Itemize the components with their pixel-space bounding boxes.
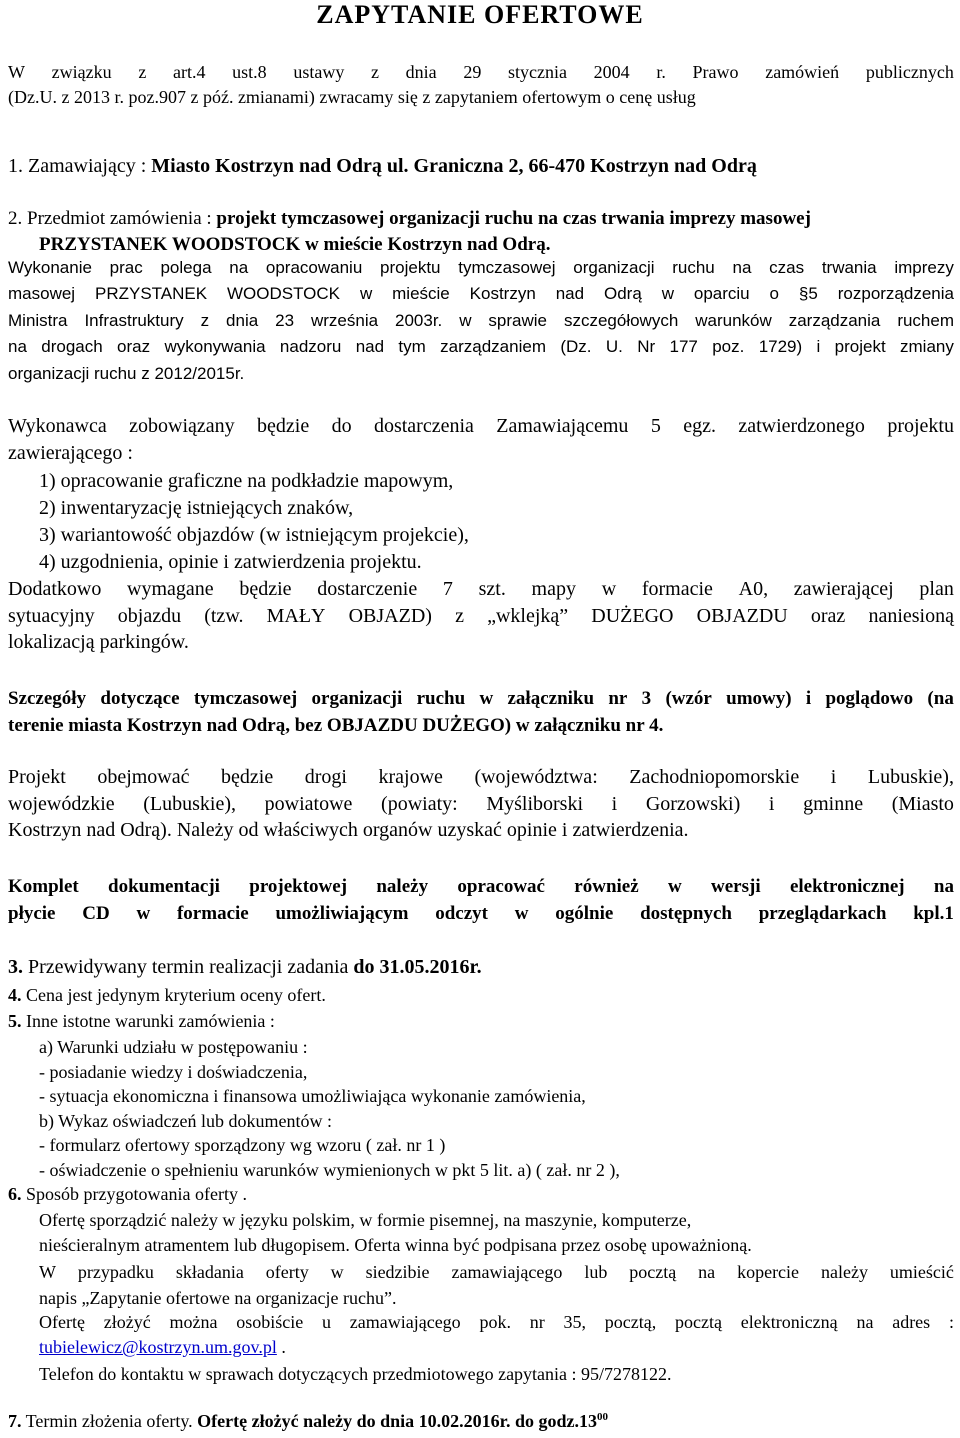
- description-line: [8, 284, 954, 304]
- description-word: Ministra: [8, 310, 68, 330]
- item-6-p3-line-1-word: pocztą: [674, 1312, 722, 1332]
- intro-word: r.: [656, 62, 666, 82]
- contractor-extra-word: plan: [919, 578, 954, 600]
- description-word: września: [310, 310, 379, 330]
- description-word: w: [459, 310, 472, 330]
- item-3-text: Przewidywany termin realizacji zadania: [23, 956, 354, 978]
- roads-word: powiatowe: [264, 792, 353, 815]
- complete-bold-word: w: [667, 876, 682, 897]
- item-6-p3-line-1-word: można: [169, 1312, 218, 1332]
- contractor-line-2: zawierającego :: [8, 442, 133, 464]
- description-word: 1729): [758, 337, 803, 357]
- email-link[interactable]: tubielewicz@kostrzyn.um.gov.pl: [39, 1337, 277, 1357]
- item-4-criteria: [8, 985, 326, 1006]
- contractor-extra-word: z: [455, 604, 464, 627]
- complete-bold-word: formacie: [176, 903, 249, 924]
- description-word: prac: [109, 258, 143, 277]
- details-bold-word: załączniku: [507, 688, 595, 709]
- description-word: polega: [160, 258, 212, 277]
- roads-word: Lubuskie),: [867, 766, 954, 788]
- roads-line: [8, 766, 954, 789]
- intro-word: stycznia: [508, 62, 567, 82]
- contractor-extra-word: A0,: [738, 578, 769, 600]
- item-6-p2-line-1-word: lub: [584, 1262, 608, 1282]
- description-word: mieście: [392, 284, 450, 304]
- item-5-line: - sytuacja ekonomiczna i finansowa umożliwiająca wykonanie zamówienia,: [39, 1086, 586, 1107]
- description-word: (Dz.: [560, 337, 592, 357]
- item-6-p3-line-1-word: u: [321, 1312, 331, 1332]
- complete-bold-word: kpl.1: [913, 903, 954, 924]
- description-word: szczegółowych: [563, 310, 679, 330]
- contractor-extra-word: szt.: [478, 578, 506, 600]
- item-6-text: Sposób przygotowania oferty .: [21, 1184, 247, 1204]
- description-word: na: [732, 258, 752, 277]
- contractor-list-item: 2) inwentaryzację istniejących znaków,: [39, 497, 354, 519]
- item-6-p2-line-1-word: składania: [175, 1262, 244, 1282]
- item-5-num: 5.: [8, 1011, 22, 1031]
- item-6-p3-line-1-word: Ofertę: [39, 1312, 85, 1332]
- description-word: na: [8, 337, 27, 357]
- item-6-p2-line-1-word: przypadku: [77, 1262, 154, 1282]
- item-2-value-line-2: PRZYSTANEK WOODSTOCK w mieście Kostrzyn nad Odrą.: [39, 234, 551, 255]
- details-bold-word: Szczegóły: [8, 688, 87, 709]
- item-6-p2-line-1-word: oferty: [265, 1262, 309, 1282]
- item-6-phone: Telefon do kontaktu w sprawach dotyczących przedmiotowego zapytania : 95/7278122.: [39, 1364, 672, 1384]
- description-word: czas: [769, 258, 805, 277]
- email-after: .: [276, 1337, 286, 1357]
- roads-word: (Miasto: [891, 792, 954, 815]
- roads-word: Gorzowski): [645, 792, 741, 815]
- roads-word: drogi: [304, 766, 347, 788]
- item-6-p1-line-1: Ofertę sporządzić należy w języku polskim, w formie pisemnej, na maszynie, komputerze,: [39, 1210, 692, 1230]
- intro-word: dnia: [405, 62, 437, 82]
- complete-bold-word: umożliwiającym: [275, 903, 409, 924]
- item-6-p3-line-1: [39, 1312, 954, 1333]
- contractor-line-1-word: egz.: [683, 415, 716, 437]
- details-bold-word: (na: [927, 688, 954, 709]
- description-word: na: [229, 258, 249, 277]
- item-6-p3-line-1-word: :: [948, 1312, 954, 1332]
- description-word: w: [661, 284, 674, 304]
- description-word: ruchem: [897, 310, 954, 330]
- item-6-p2-line-1-word: należy: [820, 1262, 868, 1282]
- description-word: z: [200, 310, 210, 330]
- description-word: 23: [275, 310, 295, 330]
- contractor-line-1-word: Wykonawca: [8, 415, 107, 437]
- complete-bold-word: ogólnie: [555, 903, 614, 924]
- roads-word: gminne: [803, 792, 864, 815]
- item-1-value: Miasto Kostrzyn nad Odrą ul. Graniczna 2, 66-470 Kostrzyn nad Odrą: [151, 155, 757, 177]
- item-7-deadline: [8, 1411, 608, 1432]
- item-5-line: - oświadczenie o spełnieniu warunków wymienionych w pkt 5 lit. a) ( zał. nr 2 ),: [39, 1160, 620, 1180]
- complete-bold-word: płycie: [8, 903, 56, 924]
- item-5-text: Inne istotne warunki zamówienia :: [21, 1011, 275, 1031]
- item-5-line: a) Warunki udziału w postępowaniu :: [39, 1037, 308, 1057]
- complete-bold-word: projektowej: [249, 876, 348, 897]
- item-6-p3-line-1-word: złożyć: [103, 1312, 151, 1332]
- roads-word: Myśliborski: [486, 792, 584, 815]
- description-word: organizacji: [573, 258, 655, 277]
- item-4-num: 4.: [8, 985, 22, 1005]
- contractor-extra-line: [8, 578, 954, 601]
- contractor-extra-word: „wklejką”: [487, 604, 569, 627]
- item-6-p2-line-1-word: pocztą: [629, 1262, 677, 1282]
- item-3-date: do 31.05.2016r.: [353, 956, 482, 978]
- description-word: w: [359, 284, 373, 304]
- roads-word: i: [830, 766, 837, 788]
- details-bold-word: dotyczące: [100, 688, 180, 709]
- contractor-line-1-word: projektu: [887, 415, 954, 437]
- description-word: wykonywania: [164, 337, 266, 357]
- details-bold-word: umowy): [726, 688, 792, 709]
- description-word: nadzoru: [279, 337, 342, 357]
- item-6-email-line: [39, 1337, 286, 1358]
- roads-word: i: [611, 792, 618, 815]
- item-5-line: b) Wykaz oświadczeń lub dokumentów :: [39, 1110, 333, 1131]
- description-word: §5: [798, 284, 818, 304]
- item-6-p2-line-1-word: na: [698, 1262, 716, 1282]
- contractor-extra-word: OBJAZDU: [696, 604, 788, 627]
- description-word: dnia: [226, 310, 259, 330]
- description-line: [8, 311, 954, 331]
- item-6-p2-line-1-word: zamawiającego: [451, 1262, 563, 1282]
- item-6-p2-line-1-word: siedzibie: [365, 1262, 430, 1282]
- contractor-extra-word: sytuacyjny: [8, 604, 95, 627]
- complete-bold-word: elektronicznej: [789, 876, 905, 897]
- description-word: poz.: [712, 337, 745, 357]
- roads-word: Zachodniopomorskie: [629, 766, 800, 788]
- complete-bold-word: w: [514, 903, 529, 924]
- description-word: Infrastruktury: [84, 310, 184, 330]
- item-6-num: 6.: [8, 1184, 22, 1204]
- description-word: tymczasowej: [458, 258, 556, 277]
- item-1-label: 1. Zamawiający :: [8, 155, 152, 177]
- item-6-p3-line-1-word: osobiście: [236, 1312, 304, 1332]
- intro-word: 29: [463, 62, 482, 82]
- complete-bold-word: CD: [82, 903, 110, 924]
- description-word: 177: [669, 337, 698, 357]
- details-bold-word: ruchu: [416, 688, 466, 709]
- contractor-extra-word: formacie: [641, 578, 713, 600]
- roads-word: Projekt: [8, 766, 66, 788]
- contractor-extra-word: objazdu: [117, 604, 182, 627]
- description-word: WOODSTOCK: [227, 284, 341, 304]
- description-word: nad: [555, 284, 585, 304]
- intro-word: zamówień: [765, 62, 840, 82]
- description-word: ruchu: [672, 258, 715, 277]
- item-7-deadline-text: Ofertę złożyć należy do dnia 10.02.2016r. do godz.13: [197, 1411, 597, 1431]
- contractor-line-1-word: będzie: [257, 415, 310, 437]
- item-3-num: 3.: [8, 956, 23, 978]
- description-word: tym: [398, 337, 426, 357]
- description-word: zmiany: [900, 337, 954, 357]
- complete-bold-word: należy: [376, 876, 429, 897]
- item-7-text: Termin złożenia oferty.: [21, 1411, 198, 1431]
- roads-line: Kostrzyn nad Odrą). Należy od właściwych organów uzyskać opinie i zatwierdzenia.: [8, 819, 689, 841]
- item-6-p3-line-1-word: 35,: [563, 1312, 586, 1332]
- intro-word: 2004: [593, 62, 630, 82]
- details-bold-word: organizacji: [311, 688, 403, 709]
- item-2-value-line-1: projekt tymczasowej organizacji ruchu na czas trwania imprezy masowej: [216, 208, 811, 229]
- roads-word: krajowe: [378, 766, 443, 788]
- item-6-p3-line-1-word: zamawiającego: [349, 1312, 461, 1332]
- roads-word: będzie: [221, 766, 274, 788]
- description-word: Wykonanie: [8, 258, 92, 277]
- description-line: [8, 258, 954, 278]
- description-word: Nr: [637, 337, 656, 357]
- description-word: projekt: [834, 337, 886, 357]
- item-6-p3-line-1-word: na: [856, 1312, 874, 1332]
- intro-word: związku: [51, 62, 112, 82]
- details-bold-word: poglądowo: [825, 688, 914, 709]
- item-6-p2-line-1-word: kopercie: [737, 1262, 800, 1282]
- item-5-line: - posiadanie wiedzy i doświadczenia,: [39, 1061, 308, 1082]
- description-line: [8, 337, 954, 357]
- roads-word: obejmować: [97, 766, 190, 788]
- item-4-text: Cena jest jedynym kryterium oceny ofert.: [21, 985, 326, 1005]
- contractor-extra-word: 7: [442, 578, 453, 600]
- item-6-p2-line-2: napis „Zapytanie ofertowe na organizacje ruchu”.: [39, 1288, 397, 1308]
- roads-word: wojewódzkie: [8, 792, 115, 815]
- description-word: zarządzaniem: [440, 337, 546, 357]
- contractor-line-1-word: do: [331, 415, 352, 437]
- details-bold-word: nr: [608, 688, 628, 709]
- complete-bold-word: dostępnych: [640, 903, 732, 924]
- contractor-extra-word: naniesioną: [868, 604, 954, 627]
- item-6-p2-line-1-word: w: [330, 1262, 344, 1282]
- details-bold-line: [8, 688, 954, 710]
- intro-word: Prawo: [692, 62, 739, 82]
- details-bold-line: terenie miasta Kostrzyn nad Odrą, bez OBJAZDU DUŻEGO) w załączniku nr 4.: [8, 715, 664, 736]
- roads-line: [8, 793, 954, 816]
- description-word: rozporządzenia: [837, 284, 954, 304]
- intro-word: ustawy: [293, 62, 345, 82]
- contractor-extra-line: [8, 605, 954, 628]
- complete-bold-word: w: [136, 903, 151, 924]
- complete-bold-word: dokumentacji: [108, 876, 220, 897]
- description-word: oraz: [117, 337, 151, 357]
- complete-bold-word: na: [933, 876, 954, 897]
- details-bold-word: (wzór: [665, 688, 712, 709]
- complete-bold-word: wersji: [711, 876, 761, 897]
- contractor-list-item: 3) wariantowość objazdów (w istniejącym projekcie),: [39, 524, 469, 546]
- intro-word: z: [138, 62, 147, 82]
- contractor-extra-word: będzie: [239, 578, 292, 600]
- contractor-extra-word: DUŻEGO: [591, 604, 674, 627]
- intro-word: W: [8, 62, 25, 82]
- description-word: o: [769, 284, 780, 304]
- description-word: 2003r.: [395, 310, 443, 330]
- contractor-extra-line: lokalizacją parkingów.: [8, 631, 189, 653]
- roads-word: (powiaty:: [381, 792, 458, 815]
- complete-bold-line: [8, 903, 954, 925]
- complete-bold-word: Komplet: [8, 876, 79, 897]
- item-7-deadline-sup: 00: [596, 1411, 608, 1423]
- description-word: sprawie: [488, 310, 548, 330]
- description-word: i: [816, 337, 821, 357]
- contractor-extra-word: mapy: [531, 578, 576, 600]
- contractor-line-1-word: zatwierdzonego: [738, 415, 865, 437]
- complete-bold-line: [8, 876, 954, 898]
- intro-line-2: (Dz.U. z 2013 r. poz.907 z póź. zmianami) zwracamy się z zapytaniem ofertowym o cenę usług: [8, 87, 696, 107]
- contractor-line-1-word: 5: [650, 415, 661, 437]
- description-word: imprezy: [894, 258, 954, 277]
- item-3-deadline: [8, 956, 482, 979]
- description-word: trwania: [821, 258, 877, 277]
- contractor-line-1-word: dostarczenia: [373, 415, 474, 437]
- contractor-extra-word: oraz: [810, 604, 846, 627]
- details-bold-word: tymczasowej: [193, 688, 298, 709]
- complete-bold-word: odczyt: [435, 903, 488, 924]
- item-6-p3-line-1-word: nr: [529, 1312, 545, 1332]
- contractor-extra-word: dostarczenie: [317, 578, 418, 600]
- complete-bold-word: opracować: [457, 876, 545, 897]
- complete-bold-word: również: [574, 876, 639, 897]
- contractor-list-item: 1) opracowanie graficzne na podkładzie mapowym,: [39, 470, 454, 492]
- description-line: organizacji ruchu z 2012/2015r.: [8, 363, 245, 383]
- intro-word: ust.8: [232, 62, 267, 82]
- item-5-line: - formularz ofertowy sporządzony wg wzoru ( zał. nr 1 ): [39, 1135, 446, 1156]
- item-6-p3-line-1-word: elektroniczną: [740, 1312, 838, 1332]
- complete-bold-word: przeglądarkach: [758, 903, 887, 924]
- description-word: warunków: [695, 310, 772, 330]
- roads-word: i: [768, 792, 775, 815]
- roads-word: (Lubuskie),: [143, 792, 237, 815]
- document-title: ZAPYTANIE OFERTOWE: [316, 0, 644, 29]
- item-2-label: 2. Przedmiot zamówienia :: [8, 208, 217, 229]
- item-6-p1-line-2: nieścieralnym atramentem lub długopisem. Oferta winna być podpisana przez osobę upoważnioną.: [39, 1235, 752, 1255]
- item-6-p3-line-1-word: pok.: [479, 1312, 511, 1332]
- description-word: Odrą: [603, 284, 642, 304]
- item-5-conditions: [8, 1011, 275, 1032]
- contractor-extra-word: w: [601, 578, 617, 600]
- contractor-extra-word: zawierającej: [793, 578, 894, 600]
- description-word: oparciu: [693, 284, 750, 304]
- contractor-line-1-word: Zamawiającemu: [496, 415, 629, 437]
- item-2-subject: [8, 208, 811, 230]
- intro-word: art.4: [172, 62, 206, 82]
- contractor-extra-word: (tzw.: [204, 604, 244, 627]
- intro-word: z: [371, 62, 379, 82]
- description-word: U.: [605, 337, 623, 357]
- contractor-extra-word: wymagane: [127, 578, 214, 600]
- item-1-orderer: [8, 155, 757, 178]
- details-bold-word: i: [805, 688, 812, 709]
- item-6-p2-line-1-word: umieścić: [889, 1262, 954, 1282]
- description-word: zarządzania: [788, 310, 881, 330]
- description-word: PRZYSTANEK: [95, 284, 208, 304]
- contractor-line-1: [8, 415, 954, 438]
- item-6-p3-line-1-word: adres: [892, 1312, 931, 1332]
- details-bold-word: w: [479, 688, 494, 709]
- description-word: opracowaniu: [265, 258, 363, 277]
- item-6-p2-line-1: [39, 1262, 954, 1283]
- item-7-num: 7.: [8, 1411, 22, 1431]
- intro-line-1: [8, 62, 954, 83]
- description-word: Kostrzyn: [469, 284, 536, 304]
- description-word: projektu: [380, 258, 441, 277]
- contractor-list-item: 4) uzgodnienia, opinie i zatwierdzenia projektu.: [39, 551, 422, 573]
- item-6-p3-line-1-word: pocztą,: [604, 1312, 657, 1332]
- description-word: drogach: [41, 337, 103, 357]
- description-word: nad: [355, 337, 385, 357]
- details-bold-word: 3: [641, 688, 652, 709]
- roads-word: (województwa:: [474, 766, 598, 788]
- item-6-p2-line-1-word: W: [39, 1262, 56, 1282]
- contractor-extra-word: Dodatkowo: [8, 578, 102, 600]
- intro-word: publicznych: [865, 62, 954, 82]
- item-6-preparation: [8, 1184, 247, 1205]
- contractor-extra-word: MAŁY: [266, 604, 326, 627]
- contractor-extra-word: OBJAZD): [348, 604, 432, 627]
- description-word: masowej: [8, 284, 76, 304]
- contractor-line-1-word: zobowiązany: [129, 415, 235, 437]
